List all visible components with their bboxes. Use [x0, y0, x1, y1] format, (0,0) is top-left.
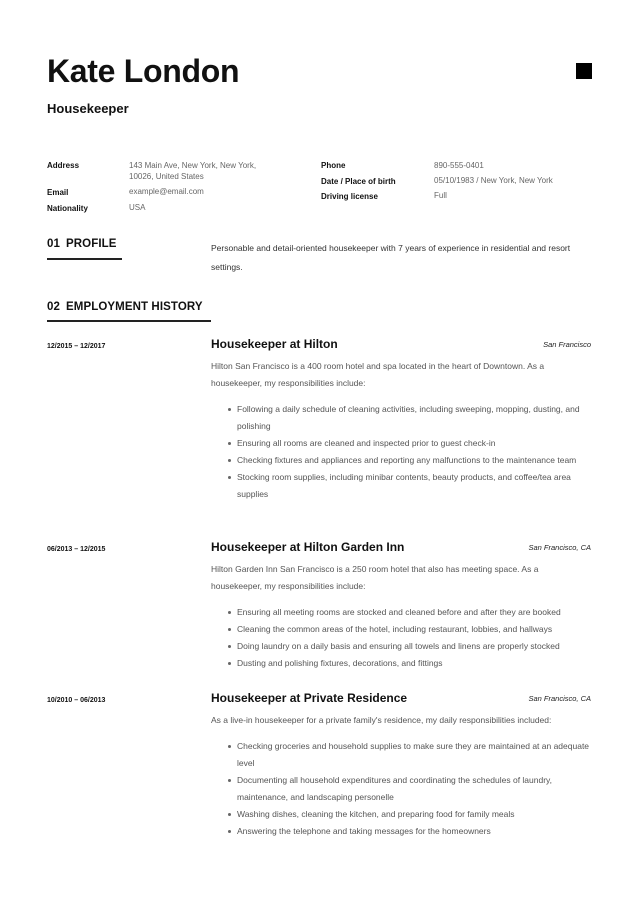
job-title: Housekeeper at Hilton [211, 337, 338, 351]
job-location: San Francisco [543, 340, 591, 349]
list-item: Checking fixtures and appliances and reporting any malfunctions to the maintenance team [237, 452, 595, 469]
job-responsibilities [237, 604, 595, 672]
section-underline [47, 320, 211, 322]
job-location: San Francisco, CA [528, 543, 591, 552]
detail-label-birth: Date / Place of birth [321, 177, 396, 186]
detail-label-address: Address [47, 161, 80, 170]
list-item: Documenting all household expenditures and coordinating the schedules of laundry, maintenance, and landscaping personelle [237, 772, 595, 806]
list-item: Checking groceries and household supplies to make sure they are maintained at an adequate level [237, 738, 595, 772]
job-dates: 06/2013 – 12/2015 [47, 546, 106, 553]
detail-value-nationality: USA [129, 203, 146, 212]
list-item: Doing laundry on a daily basis and ensuring all towels and linens are properly stocked [237, 638, 595, 655]
detail-value-license: Full [434, 191, 447, 200]
section-heading-employment [47, 301, 203, 313]
job-dates: 10/2010 – 06/2013 [47, 697, 106, 704]
detail-label-phone: Phone [321, 161, 346, 170]
candidate-name: Kate London [47, 53, 240, 89]
list-item: Cleaning the common areas of the hotel, including restaurant, lobbies, and hallways [237, 621, 595, 638]
job-title: Housekeeper at Private Residence [211, 691, 408, 705]
detail-value-email: example@email.com [129, 187, 204, 196]
detail-value-address-line1: 143 Main Ave, New York, New York, [129, 161, 257, 170]
job-dates: 12/2015 – 12/2017 [47, 343, 106, 350]
list-item: Following a daily schedule of cleaning activities, including sweeping, mopping, dusting, and polishing [237, 401, 595, 435]
detail-label-email: Email [47, 188, 69, 197]
list-item: Washing dishes, cleaning the kitchen, and preparing food for family meals [237, 806, 595, 823]
section-number: 02 [47, 301, 60, 313]
section-heading-profile [47, 238, 117, 250]
job-description: Hilton San Francisco is a 400 room hotel and spa located in the heart of Downtown. As a housekeeper, my responsibilities include: [211, 361, 545, 388]
section-title: PROFILE [66, 238, 117, 250]
section-underline [47, 258, 122, 260]
section-title: EMPLOYMENT HISTORY [66, 301, 203, 313]
job-title: Housekeeper at Hilton Garden Inn [211, 540, 405, 554]
candidate-title: Housekeeper [47, 101, 129, 116]
detail-value-phone: 890-555-0401 [434, 161, 484, 170]
detail-label-license: Driving license [321, 192, 378, 201]
job-responsibilities [237, 738, 595, 840]
detail-label-nationality: Nationality [47, 204, 88, 213]
decorative-square-icon [576, 63, 592, 79]
detail-value-address-line2: 10026, United States [129, 172, 204, 181]
job-location: San Francisco, CA [528, 694, 591, 703]
section-number: 01 [47, 238, 60, 250]
profile-summary: Personable and detail-oriented housekeeper with 7 years of experience in residential and resort settings. [211, 243, 571, 272]
detail-value-birth: 05/10/1983 / New York, New York [434, 176, 553, 185]
list-item: Dusting and polishing fixtures, decorations, and fittings [237, 655, 595, 672]
list-item: Stocking room supplies, including minibar contents, beauty products, and coffee/tea area supplies [237, 469, 595, 503]
list-item: Answering the telephone and taking messages for the homeowners [237, 823, 595, 840]
list-item: Ensuring all meeting rooms are stocked and cleaned before and after they are booked [237, 604, 595, 621]
job-description: Hilton Garden Inn San Francisco is a 250 room hotel that also has meeting space. As a housekeeper, my responsibilities include: [211, 564, 539, 591]
job-description: As a live-in housekeeper for a private family's residence, my daily responsibilities included: [211, 715, 552, 725]
job-responsibilities [237, 401, 595, 503]
list-item: Ensuring all rooms are cleaned and inspected prior to guest check-in [237, 435, 595, 452]
